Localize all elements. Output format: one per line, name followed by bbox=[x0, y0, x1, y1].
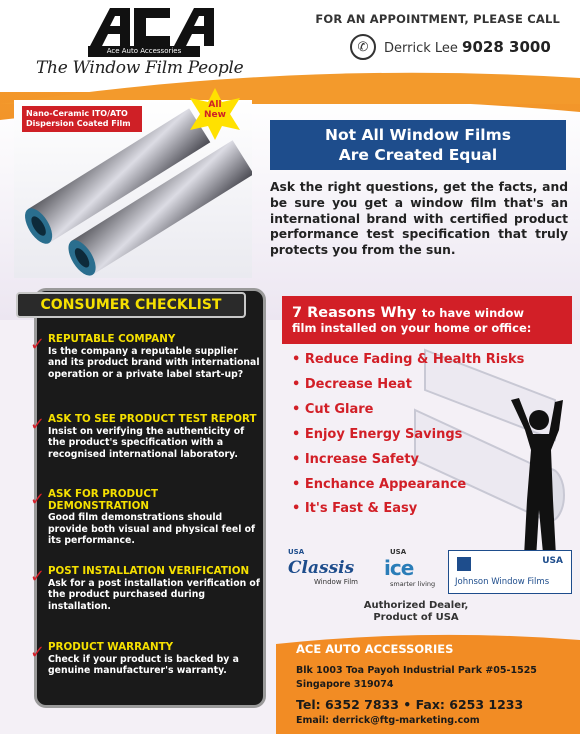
footer-address-line1: Blk 1003 Toa Payoh Industrial Park #05-1525 bbox=[296, 665, 537, 676]
classis-name: Classis bbox=[288, 558, 355, 578]
checkmark-icon: ✓ bbox=[30, 642, 46, 663]
reason-item: • Enjoy Energy Savings bbox=[292, 427, 463, 442]
checklist-item-body: Insist on verifying the authenticity of the product's specification with a recognised international laboratory. bbox=[48, 425, 245, 460]
checklist-item bbox=[30, 333, 260, 380]
checklist-item-heading: ASK TO SEE PRODUCT TEST REPORT bbox=[48, 413, 257, 425]
reasons-banner bbox=[282, 296, 572, 344]
johnson-usa: USA bbox=[542, 556, 563, 566]
checklist-item-heading: ASK FOR PRODUCT DEMONSTRATION bbox=[48, 488, 158, 512]
reasons-title-suffix: to have window bbox=[421, 306, 525, 320]
headline-line2: Are Created Equal bbox=[338, 146, 498, 164]
checkmark-icon: ✓ bbox=[30, 414, 46, 435]
johnson-mark-icon bbox=[457, 557, 471, 571]
header-orange-curve bbox=[0, 64, 580, 104]
ice-sub: smarter living bbox=[390, 580, 436, 588]
phone-icon: ✆ bbox=[350, 34, 376, 60]
authorized-line2: Product of USA bbox=[373, 612, 459, 623]
ice-usa: USA bbox=[390, 548, 407, 556]
authorized-line1: Authorized Dealer, bbox=[363, 600, 469, 611]
checkmark-icon: ✓ bbox=[30, 566, 46, 587]
checklist-item-heading: PRODUCT WARRANTY bbox=[48, 641, 174, 653]
tagline: The Window Film People bbox=[36, 58, 244, 78]
headline-line1: Not All Window Films bbox=[325, 126, 511, 144]
checklist-item-body: Is the company a reputable supplier and its product brand with international operation or a private label start-up? bbox=[48, 345, 260, 380]
checklist-item bbox=[30, 488, 260, 547]
checkmark-icon: ✓ bbox=[30, 334, 46, 355]
reason-item: • Enchance Appearance bbox=[292, 477, 467, 492]
footer-company: ACE AUTO ACCESSORIES bbox=[296, 642, 454, 656]
reason-item: • Decrease Heat bbox=[292, 377, 412, 392]
appointment-heading: FOR AN APPOINTMENT, PLEASE CALL bbox=[315, 12, 560, 26]
johnson-logo bbox=[448, 550, 572, 594]
checklist-item bbox=[30, 565, 260, 612]
checklist-item-heading: REPUTABLE COMPANY bbox=[48, 333, 176, 345]
checklist-item bbox=[30, 641, 260, 677]
checkmark-icon: ✓ bbox=[30, 489, 46, 510]
ice-name: ice bbox=[384, 556, 414, 580]
reasons-title-line2: film installed on your home or office: bbox=[292, 321, 532, 335]
headline-box bbox=[270, 120, 566, 170]
logo-subtext: Ace Auto Accessories bbox=[88, 46, 200, 57]
reason-item: • Cut Glare bbox=[292, 402, 374, 417]
product-label-line1: Nano-Ceramic ITO/ATO bbox=[26, 109, 128, 118]
contact-line bbox=[384, 38, 551, 56]
authorized-dealer bbox=[356, 600, 476, 624]
checklist-item bbox=[30, 413, 260, 460]
reasons-title: 7 Reasons Why bbox=[292, 305, 417, 321]
star-badge-text bbox=[196, 100, 234, 120]
product-label-line2: Dispersion Coated Film bbox=[26, 119, 131, 128]
classis-logo bbox=[288, 548, 368, 596]
reason-item: • Increase Safety bbox=[292, 452, 420, 467]
classis-usa: USA bbox=[288, 548, 305, 556]
reason-item: • It's Fast & Easy bbox=[292, 501, 418, 516]
checklist-title: CONSUMER CHECKLIST bbox=[16, 292, 246, 318]
footer-address bbox=[296, 664, 537, 692]
product-label bbox=[22, 106, 142, 132]
classis-sub: Window Film bbox=[313, 578, 358, 586]
footer-email[interactable]: Email: derrick@ftg-marketing.com bbox=[296, 715, 480, 726]
badge-line2: New bbox=[204, 110, 226, 120]
checklist-item-body: Ask for a post installation verification of the product purchased during installation. bbox=[48, 577, 260, 612]
footer-tel-fax: Tel: 6352 7833 • Fax: 6253 1233 bbox=[296, 697, 524, 712]
johnson-name: Johnson Window Films bbox=[455, 577, 550, 587]
intro-paragraph: Ask the right questions, get the facts, and be sure you get a window film that's an international brand with certified product performance test specification that truly protects you from the sun. bbox=[270, 180, 568, 258]
ice-logo bbox=[372, 548, 440, 596]
checklist-item-heading: POST INSTALLATION VERIFICATION bbox=[48, 565, 250, 577]
contact-name: Derrick Lee bbox=[384, 41, 458, 56]
checklist-item-body: Good film demonstrations should provide both visual and physical feel of its performance. bbox=[48, 512, 256, 546]
reason-item: • Reduce Fading & Health Risks bbox=[292, 352, 525, 367]
contact-phone: 9028 3000 bbox=[462, 38, 551, 56]
checklist-item-body: Check if your product is backed by a genuine manufacturer's warranty. bbox=[48, 653, 239, 676]
footer-address-line2: Singapore 319074 bbox=[296, 679, 394, 690]
badge-line1: All bbox=[208, 100, 222, 110]
